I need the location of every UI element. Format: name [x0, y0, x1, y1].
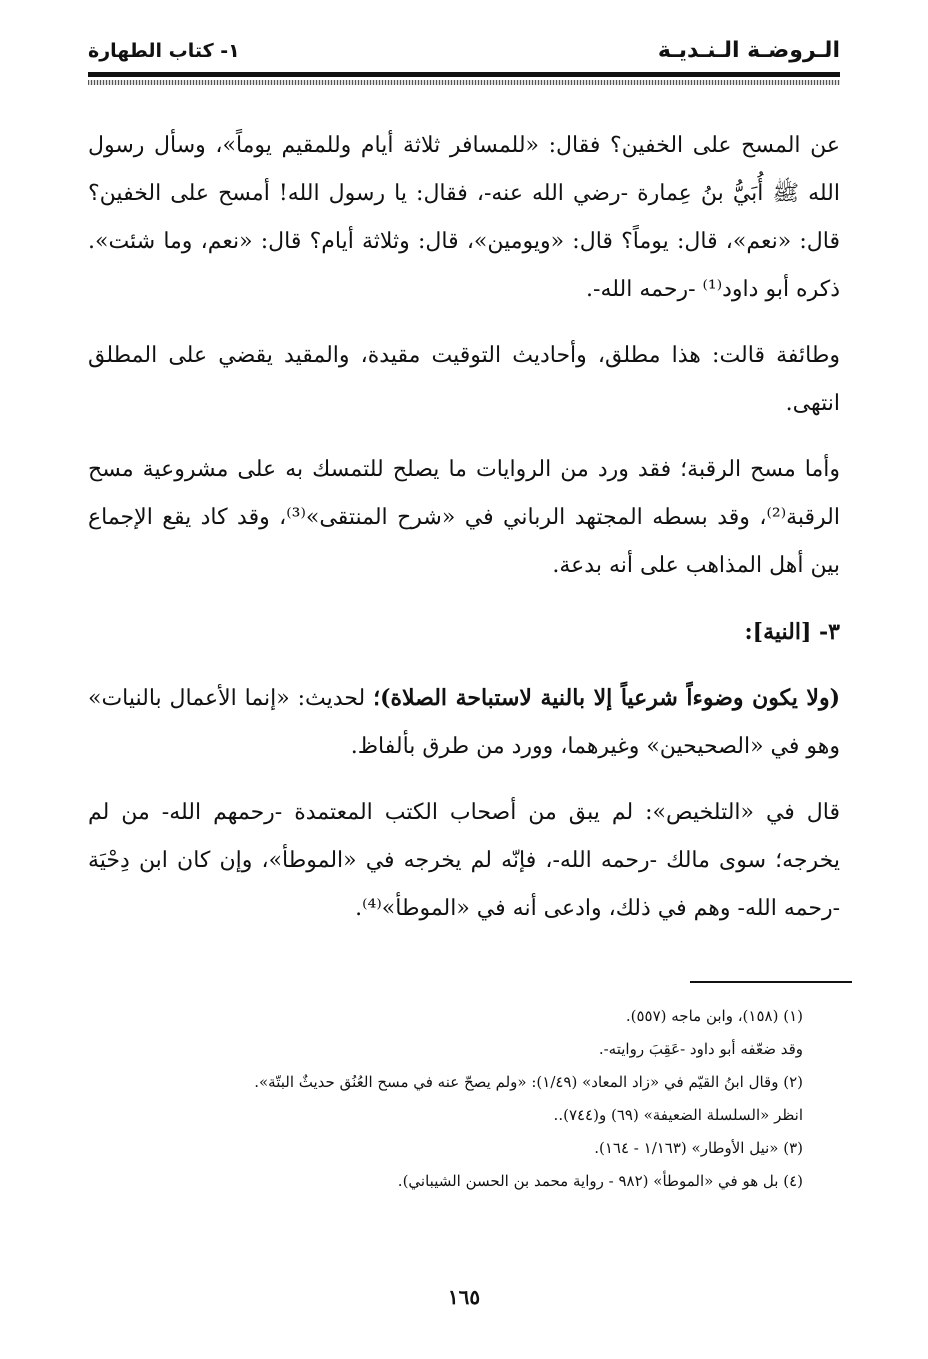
paragraph: وأما مسح الرقبة؛ فقد ورد من الروايات ما يصلح للتمسك به على مشروعية مسح الرقبة⁽²⁾، وقد بسطه المجتهد الرباني في «شرح المنتقى»⁽³⁾، وقد كاد يقع الإجماع بين أهل المذاهب على أنه بدعة.	[88, 457, 840, 578]
footnote: (٢) وقال ابنُ القيّم في «زاد المعاد» (١/٤٩): «ولم يصحّ عنه في مسح العُنُق حديثٌ البتّة».	[254, 1073, 803, 1091]
paragraph: عن المسح على الخفين؟ فقال: «للمسافر ثلاثة أيام وللمقيم يوماً»، وسأل رسول الله ﷺ أُبَيُّ بنُ عِمارة -رضي الله عنه-، فقال: يا رسول الله! أمسح على الخفين؟ قال: «نعم»، قال: يوماً؟ قال: «ويومين»، قال: وثلاثة أيام؟ قال: «نعم، وما شئت». ذكره أبو داود⁽¹⁾ -رحمه الله-.	[88, 133, 840, 302]
footnote: انظر «السلسلة الضعيفة» (٦٩) و(٧٤٤)..	[553, 1106, 803, 1124]
paragraph: قال في «التلخيص»: لم يبق من أصحاب الكتب المعتمدة -رحمهم الله- من لم يخرجه؛ سوى مالك -رحمه الله-، فإنّه لم يخرجه في «الموطأ»، وإن كان ابن دِحْيَة -رحمه الله- وهم في ذلك، وادعى أنه في «الموطأ»⁽⁴⁾.	[88, 800, 840, 921]
running-header	[88, 38, 840, 68]
section-heading: ٣- [النية]:	[744, 619, 840, 645]
matn-text: (ولا يكون وضوءاً شرعياً إلا بالنية لاستباحة الصلاة)؛	[373, 685, 840, 711]
footnote: وقد ضعّفه أبو داود -عَقِبَ روايته-.	[598, 1040, 803, 1058]
commentary-text: لحديث: «إنما الأعمال بالنيات» وهو في «الصحيحين» وغيرهما، وورد من طرق بألفاظ.	[88, 686, 840, 759]
paragraph	[88, 674, 840, 771]
footnote: (٤) بل هو في «الموطأ» (٩٨٢ - رواية محمد بن الحسن الشيباني).	[397, 1172, 803, 1190]
footnotes	[120, 1000, 803, 1198]
footnote-separator	[690, 981, 852, 983]
main-text	[88, 122, 840, 951]
header-rule-pattern	[88, 80, 840, 85]
paragraph: وطائفة قالت: هذا مطلق، وأحاديث التوقيت مقيدة، والمقيد يقضي على المطلق انتهى.	[88, 343, 840, 416]
footnote: (١) (١٥٨)، وابن ماجه (٥٥٧).	[625, 1007, 803, 1025]
book-title: الـروضـة الـنـديـة	[657, 38, 840, 63]
footnote: (٣) «نيل الأوطار» (١/١٦٣ - ١٦٤).	[594, 1139, 803, 1157]
page-number: ١٦٥	[447, 1285, 481, 1309]
header-rule	[88, 72, 840, 77]
chapter-title: ١- كتاب الطهارة	[88, 40, 240, 62]
